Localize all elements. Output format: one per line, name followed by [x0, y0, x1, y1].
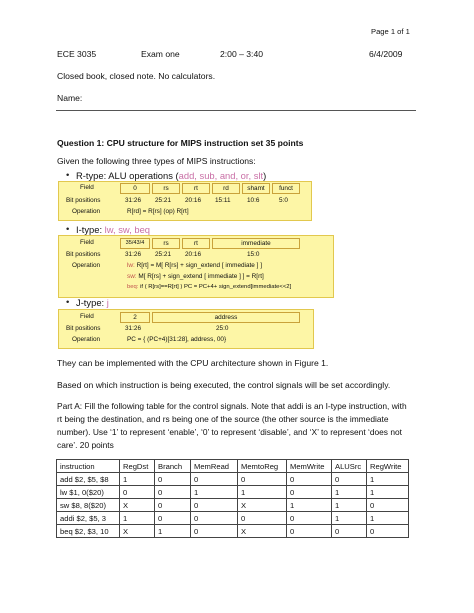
rtype-bitpos: 5:0 [279, 197, 288, 204]
rtype-bitpos: 20:16 [185, 197, 201, 204]
name-line [56, 110, 416, 111]
table-row [57, 473, 409, 486]
rtype-field-shamt: shamt [242, 183, 270, 194]
column-header: MemWrite [287, 460, 332, 473]
cell-branch: 1 [155, 525, 191, 538]
paragraph-figure: They can be implemented with the CPU architecture shown in Figure 1. [57, 358, 329, 368]
cell-regdst: 1 [120, 473, 155, 486]
cell-branch: 0 [155, 486, 191, 499]
rtype-bitpos: 25:21 [155, 197, 171, 204]
rtype-bitpos: 10:6 [247, 197, 260, 204]
cell-regwrite: 0 [367, 499, 409, 512]
cell-regdst: 1 [120, 512, 155, 525]
column-header: instruction [57, 460, 120, 473]
itype-lw: lw: R[rt] = M[ R[rs] + sign_extend [ immediate ] ] [127, 262, 262, 269]
partA-line: Part A: Fill the following table for the control signals. Note that addi is an I-type instruction, with [57, 401, 407, 411]
partA-line: care’. 20 points [57, 440, 114, 450]
jtype-bitpos-label: Bit positions [66, 325, 101, 332]
exam-date: 6/4/2009 [369, 49, 403, 59]
itype-bitpos-label: Bit positions [66, 251, 101, 258]
jtype-bitpos: 31:26 [125, 325, 141, 332]
paragraph-control: Based on which instruction is being executed, the control signals will be set accordingly. [57, 380, 391, 390]
partA-line: number). Use ‘1’ to represent ‘enable’, ‘0’ to represent ‘disable’, and ‘X’ to represent ‘does not [57, 427, 402, 437]
column-header: RegDst [120, 460, 155, 473]
cell-regwrite: 0 [367, 525, 409, 538]
rtype-field-op: 0 [120, 183, 150, 194]
table-header-row [57, 460, 409, 473]
itype-sw: sw: M[ R[rs] + sign_extend [ immediate ] ] = R[rt] [127, 273, 264, 280]
question1-title: Question 1: CPU structure for MIPS instruction set 35 points [57, 138, 304, 148]
rtype-bitpos: 31:26 [125, 197, 141, 204]
cell-regwrite: 1 [367, 512, 409, 525]
itype-field-label: Field [80, 239, 94, 246]
exam-title: Exam one [141, 49, 180, 59]
cell-alusrc: 1 [332, 499, 367, 512]
cell-memread: 0 [191, 525, 238, 538]
rtype-field-rd: rd [212, 183, 240, 194]
cell-alusrc: 0 [332, 525, 367, 538]
itype-field-rt: rt [182, 238, 210, 249]
cell-instruction: lw $1, 0($20) [57, 486, 120, 499]
cell-alusrc: 0 [332, 473, 367, 486]
table-row [57, 486, 409, 499]
column-header: Branch [155, 460, 191, 473]
jtype-op-label: Operation [72, 336, 101, 343]
jtype-field-label: Field [80, 313, 94, 320]
cell-memwrite: 0 [287, 525, 332, 538]
itype-field-rs: rs [152, 238, 180, 249]
table-row [57, 525, 409, 538]
exam-time: 2:00 – 3:40 [220, 49, 264, 59]
jtype-field-op: 2 [120, 312, 150, 323]
itype-op-label: Operation [72, 262, 101, 269]
column-header: RegWrite [367, 460, 409, 473]
name-label: Name: [57, 93, 83, 103]
cell-instruction: addi $2, $5, 3 [57, 512, 120, 525]
rtype-field-rt: rt [182, 183, 210, 194]
table-row [57, 499, 409, 512]
cell-memtoreg: X [238, 499, 287, 512]
cell-memread: 0 [191, 499, 238, 512]
cell-instruction: sw $8, 8($20) [57, 499, 120, 512]
jtype-bitpos: 25:0 [216, 325, 229, 332]
cell-memtoreg: 0 [238, 473, 287, 486]
itype-bitpos: 15:0 [247, 251, 260, 258]
cell-instruction: add $2, $5, $8 [57, 473, 120, 486]
cell-memwrite: 0 [287, 512, 332, 525]
rtype-operation: R[rd] = R[rs] (op) R[rt] [127, 208, 189, 215]
itype-bitpos: 20:16 [185, 251, 201, 258]
rtype-field-label: Field [80, 184, 94, 191]
jtype-heading: J-type: j [76, 297, 109, 308]
cell-regdst: X [120, 525, 155, 538]
itype-field-op: 35/43/4 [120, 238, 150, 249]
cell-alusrc: 1 [332, 486, 367, 499]
column-header: ALUSrc [332, 460, 367, 473]
itype-bitpos: 25:21 [155, 251, 171, 258]
rtype-field-rs: rs [152, 183, 180, 194]
rtype-bitpos: 15:11 [215, 197, 231, 204]
cell-regdst: X [120, 499, 155, 512]
column-header: MemRead [191, 460, 238, 473]
cell-memtoreg: 0 [238, 512, 287, 525]
rtype-bitpos-label: Bit positions [66, 197, 101, 204]
table-row [57, 512, 409, 525]
exam-note: Closed book, closed note. No calculators. [57, 71, 216, 81]
cell-memread: 0 [191, 512, 238, 525]
cell-alusrc: 1 [332, 512, 367, 525]
rtype-op-label: Operation [72, 208, 101, 215]
itype-beq: beq: if ( R[rs]==R[rt] ) PC = PC+4+ sign_extend[immediate<<2] [127, 284, 292, 290]
cell-memread: 0 [191, 473, 238, 486]
jtype-operation: PC = { (PC+4)[31:28], address, 00} [127, 336, 227, 343]
cell-regwrite: 1 [367, 473, 409, 486]
bullet-icon: • [66, 170, 70, 181]
question1-intro: Given the following three types of MIPS instructions: [57, 156, 256, 166]
itype-bitpos: 31:26 [125, 251, 141, 258]
column-header: MemtoReg [238, 460, 287, 473]
cell-memwrite: 1 [287, 499, 332, 512]
cell-regwrite: 1 [367, 486, 409, 499]
cell-memtoreg: 1 [238, 486, 287, 499]
itype-heading: I-type: lw, sw, beq [76, 224, 150, 235]
bullet-icon: • [66, 224, 70, 235]
course-code: ECE 3035 [57, 49, 97, 59]
cell-regdst: 0 [120, 486, 155, 499]
cell-memtoreg: X [238, 525, 287, 538]
bullet-icon: • [66, 297, 70, 308]
cell-memwrite: 0 [287, 473, 332, 486]
control-signal-table [56, 459, 409, 538]
cell-branch: 0 [155, 473, 191, 486]
cell-branch: 0 [155, 512, 191, 525]
cell-memread: 1 [191, 486, 238, 499]
page-number: Page 1 of 1 [371, 27, 410, 36]
partA-line: rt being the destination, and rs being one of the source (the other source is the immediate [57, 414, 389, 424]
rtype-field-funct: funct [272, 183, 300, 194]
itype-field-immediate: immediate [212, 238, 300, 249]
jtype-field-address: address [152, 312, 300, 323]
cell-branch: 0 [155, 499, 191, 512]
cell-memwrite: 0 [287, 486, 332, 499]
rtype-heading: R-type: ALU operations (add, sub, and, or, slt) [76, 170, 267, 181]
cell-instruction: beq $2, $3, 10 [57, 525, 120, 538]
